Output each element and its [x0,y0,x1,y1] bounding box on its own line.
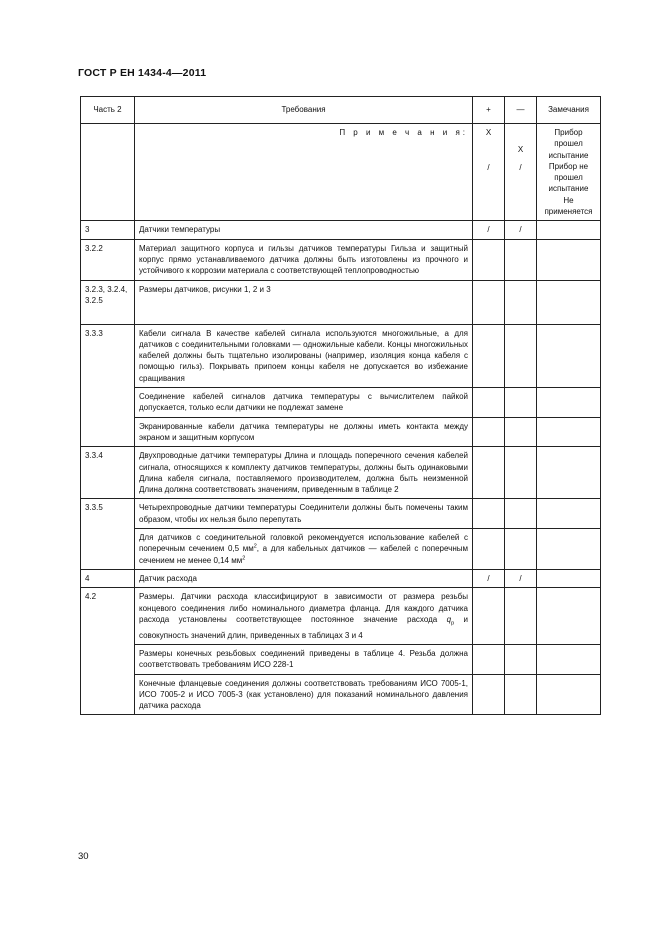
minus-cell [505,417,537,447]
plus-cell [473,499,505,529]
requirement-cell: Соединение кабелей сигналов датчика температуры с вычислителем пайкой допускается, только если датчики не подлежат замене [135,388,473,418]
slash-mark: / [487,163,490,172]
table-row [81,447,601,499]
notes-part-cell [81,124,135,221]
remarks-cell [537,324,601,387]
minus-cell [505,447,537,499]
plus-cell [473,239,505,280]
remarks-cell [537,644,601,674]
table-row [81,529,601,570]
notes-minus-cell [505,124,537,221]
requirement-cell: Размеры конечных резьбовых соединений приведены в таблице 4. Резьба должна соответствовать требованиям ИСО 228-1 [135,644,473,674]
requirement-cell: Датчики температуры [135,221,473,239]
minus-cell [505,674,537,715]
column-header-remarks: Замечания [537,97,601,124]
requirements-table [80,96,601,715]
part-cell: 3.2.2 [81,239,135,280]
remarks-cell [537,417,601,447]
requirement-text: Размеры. Датчики расхода классифицируют в зависимости от размера резьбы концевого соединения либо номинального диаметра фланца. Для каждого датчика расхода установлены соответствующее постоянное значение расхода $q_p$ и совокупность значений длин, приведенных в таблицах 3 и 4 [139,592,469,640]
notes-plus-cell [473,124,505,221]
part-cell: 3.2.3, 3.2.4, 3.2.5 [81,280,135,324]
notes-label: П р и м е ч а н и я: [135,124,473,221]
remark-failed: Прибор не прошел испытание [548,161,589,194]
remark-passed: Прибор прошел испытание [548,128,589,160]
plus-cell [473,324,505,387]
table-row [81,239,601,280]
document-header: ГОСТ Р ЕН 1434-4—2011 [78,67,207,79]
requirement-cell: Кабели сигнала В качестве кабелей сигнала используются многожильные, а для датчиков с соединительными головками — одножильные кабели. Концы многожильных кабелей должны быть тщательно изолированы (например, изоляция конца кабеля с помощью гильз). Покрывать припоем концы кабеля не допускается во избежание сращивания [135,324,473,387]
minus-cell [505,324,537,387]
requirement-cell: Материал защитного корпуса и гильзы датчиков температуры Гильза и защитный корпус прямо устанавливаемого датчика должны быть изготовлены из прочного и устойчивого к коррозии материала с соответствующей теплопроводностью [135,239,473,280]
requirement-text: Для датчиков с соединительной головкой рекомендуется использование кабелей с поперечным сечением 0,5 $мм^2$, а для кабельных датчиков — кабелей с поперечным сечением не менее 0,14 $мм^2$ [139,533,468,565]
table-row [81,417,601,447]
minus-cell [505,644,537,674]
minus-cell: / [505,569,537,587]
part-cell: 3.3.5 [81,499,135,569]
minus-cell [505,388,537,418]
requirement-cell: Четырехпроводные датчики температуры Соединители должны быть помечены таким образом, чтобы их нельзя было перепутать [135,499,473,529]
plus-cell: / [473,221,505,239]
table-row [81,588,601,645]
requirement-cell: Двухпроводные датчики температуры Длина и площадь поперечного сечения кабелей сигнала, относящихся к комплекту датчиков температуры, должны быть одинаковыми Длина кабеля сигнала, поставляемого производителем, должна быть неизменной Длина должна соответствовать значениям, приведенным в таблице 2 [135,447,473,499]
remarks-cell [537,221,601,239]
slash-mark: / [519,163,522,172]
requirement-cell: Экранированные кабели датчика температуры не должны иметь контакта между экраном и защитным корпусом [135,417,473,447]
minus-cell [505,529,537,570]
remarks-cell [537,588,601,645]
remarks-cell [537,239,601,280]
plus-cell [473,388,505,418]
plus-cell [473,674,505,715]
requirement-cell: Размеры датчиков, рисунки 1, 2 и 3 [135,280,473,324]
table-header-row [81,97,601,124]
table-row [81,644,601,674]
part-cell: 3 [81,221,135,239]
table-row [81,499,601,529]
column-header-part: Часть 2 [81,97,135,124]
part-cell: 3.3.3 [81,324,135,447]
minus-cell: / [505,221,537,239]
table-row [81,388,601,418]
page-number: 30 [78,851,89,862]
part-cell: 4.2 [81,588,135,715]
minus-cell [505,588,537,645]
remark-not-applicable: Не применяется [544,195,593,217]
plus-cell [473,588,505,645]
minus-cell [505,239,537,280]
part-cell: 3.3.4 [81,447,135,499]
column-header-requirements: Требования [135,97,473,124]
remarks-cell [537,529,601,570]
remarks-cell [537,569,601,587]
column-header-plus: + [473,97,505,124]
remarks-cell [537,280,601,324]
requirement-cell: Конечные фланцевые соединения должны соответствовать требованиям ИСО 7005-1, ИСО 7005-2 и ИСО 7005-3 (как установлено) для показаний номинального давления датчика расхода [135,674,473,715]
minus-cell [505,280,537,324]
plus-mark: X [485,128,492,137]
column-header-minus: — [505,97,537,124]
notes-remarks-cell [537,124,601,221]
notes-row [81,124,601,221]
plus-cell [473,447,505,499]
plus-cell [473,529,505,570]
table-row [81,569,601,587]
minus-mark: X [517,145,524,154]
table-row [81,674,601,715]
minus-cell [505,499,537,529]
table-row [81,280,601,324]
remarks-cell [537,674,601,715]
plus-cell [473,644,505,674]
remarks-cell [537,499,601,529]
remarks-cell [537,447,601,499]
requirement-cell [135,588,473,645]
requirement-cell [135,529,473,570]
remarks-cell [537,388,601,418]
table-row [81,324,601,387]
table-row [81,221,601,239]
part-cell: 4 [81,569,135,587]
requirement-cell: Датчик расхода [135,569,473,587]
plus-cell [473,417,505,447]
plus-cell [473,280,505,324]
plus-cell: / [473,569,505,587]
